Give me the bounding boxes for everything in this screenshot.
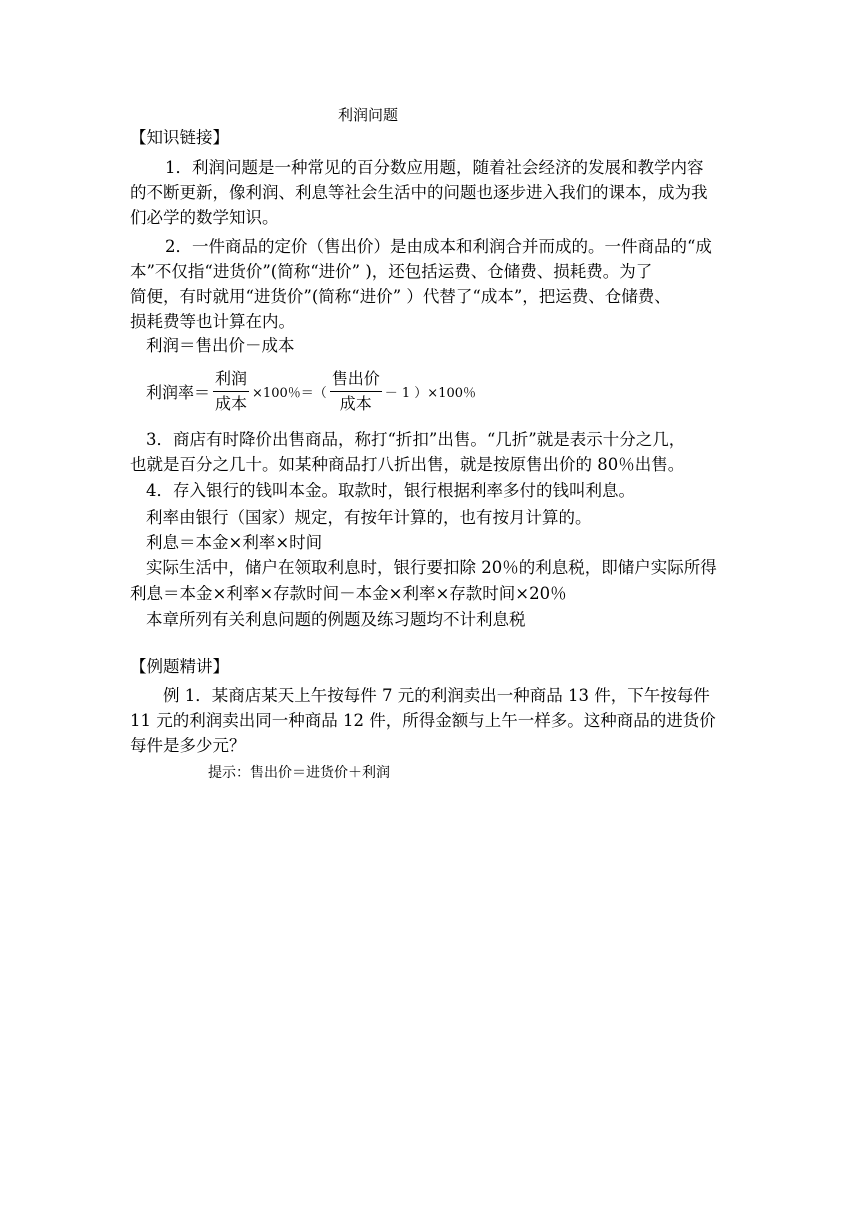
knowledge-section-header: 【知识链接】 [130, 128, 229, 147]
paragraph-7: 本章所列有关利息问题的例题及练习题均不计利息税 [146, 610, 526, 629]
page-title: 利润问题 [338, 106, 399, 124]
fraction-denominator: 成本 [339, 393, 372, 413]
fraction-numerator: 售出价 [330, 369, 382, 392]
paragraph-5: 利率由银行（国家）规定，有按年计算的，也有按月计算的。 [146, 508, 592, 527]
paragraph-2-line-1: 2．一件商品的定价（售出价）是由成本和利润合并而成的。一件商品的“成 [165, 237, 712, 256]
paragraph-2-line-3: 简便，有时就用“进货价”(简称“进价” ）代替了“成本”，把运费、仓储费、 [130, 287, 671, 306]
paragraph-3-line-1: 3．商店有时降价出售商品，称打“折扣”出售。“几折”就是表示十分之几， [146, 430, 686, 449]
rate-formula-tail: － 1 ）×100％ [384, 385, 477, 401]
fraction-numerator: 利润 [213, 369, 249, 392]
fraction-profit-over-cost [213, 369, 249, 414]
rate-formula-lhs: 利润率＝ [146, 382, 211, 402]
paragraph-6-line-2: 利息＝本金×利率×存款时间－本金×利率×存款时间×20％ [130, 584, 567, 603]
rate-formula-middle: ×100％＝（ [252, 385, 327, 401]
fraction-denominator: 成本 [215, 393, 248, 413]
profit-rate-formula [146, 366, 476, 416]
example-1-hint: 提示：售出价＝进货价＋利润 [208, 765, 390, 781]
paragraph-4: 4．存入银行的钱叫本金。取款时，银行根据利率多付的钱叫利息。 [146, 481, 635, 500]
fraction-price-over-cost [330, 369, 382, 414]
paragraph-1-line-1: 1．利润问题是一种常见的百分数应用题，随着社会经济的发展和教学内容 [165, 158, 704, 177]
paragraph-1-line-2: 的不断更新，像利润、利息等社会生活中的问题也逐步进入我们的课本，成为我 [130, 183, 708, 202]
interest-formula: 利息＝本金×利率×时间 [146, 533, 323, 552]
examples-section-header: 【例题精讲】 [130, 657, 229, 676]
paragraph-3-line-2: 也就是百分之几十。如某种商品打八折出售，就是按原售出价的 80％出售。 [130, 455, 685, 474]
paragraph-2-line-4: 损耗费等也计算在内。 [130, 312, 295, 331]
example-1-line-3: 每件是多少元？ [130, 736, 246, 755]
paragraph-2-line-2: 本”不仅指“进货价”(简称“进价” )，还包括运费、仓储费、损耗费。为了 [130, 262, 653, 281]
paragraph-1-line-3: 们必学的数学知识。 [130, 208, 279, 227]
example-1-line-1: 例 1．某商店某天上午按每件 7 元的利润卖出一种商品 13 件，下午按每件 [163, 686, 710, 705]
paragraph-6-line-1: 实际生活中，储户在领取利息时，银行要扣除 20％的利息税，即储户实际所得 [146, 558, 717, 577]
profit-formula: 利润＝售出价－成本 [146, 336, 295, 355]
example-1-line-2: 11 元的利润卖出同一种商品 12 件，所得金额与上午一样多。这种商品的进货价 [130, 711, 716, 730]
